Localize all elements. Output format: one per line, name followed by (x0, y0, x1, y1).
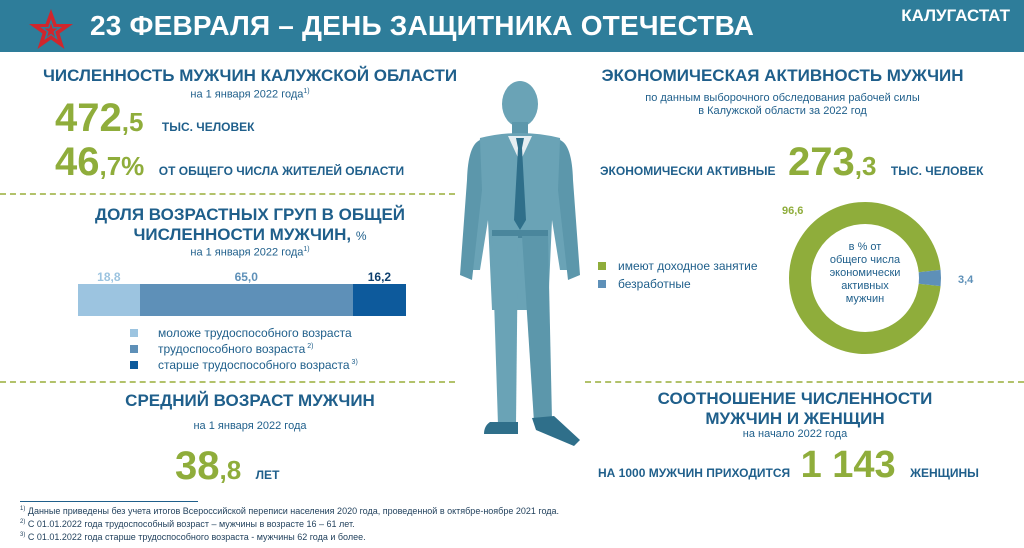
economic-active-dec: ,3 (854, 151, 877, 181)
population-share (55, 140, 404, 185)
legend-swatch-icon (130, 329, 138, 337)
age-bar-segment (353, 284, 406, 316)
age-legend-item: старше трудоспособного возраста $^{3)}$ (130, 358, 358, 374)
man-figure-icon (440, 70, 600, 455)
footnotes (20, 506, 559, 545)
brand-label: КАЛУГАСТАТ (901, 6, 1010, 25)
donut-center-text: экономически (829, 267, 901, 279)
age-bar-value: 16,2 (367, 270, 392, 284)
donut-label: 3,4 (958, 274, 974, 286)
age-legend-label: моложе трудоспособного возраста (158, 326, 352, 340)
economic-donut-chart (770, 190, 990, 365)
ratio-prefix: НА 1000 МУЖЧИН ПРИХОДИТСЯ (598, 466, 791, 480)
age-legend (130, 326, 358, 374)
population-share-int: 46 (55, 140, 100, 184)
avg-age-dec: ,8 (219, 455, 242, 485)
age-legend-label: старше трудоспособного возраста (158, 358, 350, 372)
footnote-rule (20, 501, 198, 502)
economic-legend-label: безработные (618, 277, 691, 291)
footnote: $^{2)}$ С 01.01.2022 года трудоспособный возраст – мужчины в возрасте 16 – 61 лет. (20, 519, 355, 529)
economic-legend-item (598, 259, 758, 277)
economic-legend-item (598, 277, 758, 295)
economic-active-label: ЭКОНОМИЧЕСКИ АКТИВНЫЕ (600, 164, 776, 178)
ratio-title: СООТНОШЕНИЕ ЧИСЛЕННОСТИ МУЖЧИН И ЖЕНЩИН (657, 389, 933, 428)
economic-active (600, 140, 983, 185)
age-bar-value: 65,0 (234, 270, 258, 284)
legend-swatch-icon (130, 361, 138, 369)
divider (0, 193, 455, 195)
donut-center-text: мужчин (845, 293, 885, 305)
age-bar-value: 18,8 (97, 270, 121, 284)
economic-legend (598, 259, 758, 295)
donut-center-text: в % от (848, 241, 882, 253)
legend-swatch-icon (598, 280, 606, 288)
donut-label: 96,6 (782, 205, 804, 217)
economic-title: ЭКОНОМИЧЕСКАЯ АКТИВНОСТЬ МУЖЧИН (601, 66, 964, 85)
page-title: 23 ФЕВРАЛЯ – ДЕНЬ ЗАЩИТНИКА ОТЕЧЕСТВА (90, 10, 755, 41)
age-bar-segment (78, 284, 140, 316)
population-count-int: 472 (55, 96, 122, 140)
ratio-value: 1 143 (800, 444, 896, 486)
divider (585, 381, 1024, 383)
footnote: $^{1)}$ Данные приведены без учета итогов Всероссийской переписи населения 2020 года, проведенной в октябре-ноябре 2021 года. (20, 506, 560, 516)
population-share-dec: ,7% (99, 151, 145, 181)
age-bar-values (78, 270, 406, 284)
avg-age-subtitle: на 1 января 2022 года (193, 420, 307, 432)
footnote: $^{3)}$ С 01.01.2022 года старше трудоспособного возраста - мужчины 62 года и более. (20, 532, 366, 542)
age-bar-segment (140, 284, 353, 316)
avg-age-title: СРЕДНИЙ ВОЗРАСТ МУЖЧИН (125, 391, 375, 410)
ratio-suffix: ЖЕНЩИНЫ (910, 466, 979, 480)
population-title: ЧИСЛЕННОСТЬ МУЖЧИН КАЛУЖСКОЙ ОБЛАСТИ (42, 66, 458, 85)
age-legend-label: трудоспособного возраста (158, 342, 306, 356)
age-groups-subtitle: на 1 января 2022 года$^{1)}$ (190, 246, 310, 259)
legend-swatch-icon (598, 262, 606, 270)
age-stacked-bar (78, 284, 406, 316)
avg-age-int: 38 (175, 444, 220, 488)
age-legend-item (130, 326, 358, 342)
legend-swatch-icon (130, 345, 138, 353)
ratio-subtitle: на начало 2022 года (742, 428, 848, 440)
population-count (55, 96, 255, 141)
population-count-unit: ТЫС. ЧЕЛОВЕК (161, 120, 255, 134)
ratio-line (598, 444, 979, 487)
age-legend-item: трудоспособного возраста $^{2)}$ (130, 342, 358, 358)
economic-active-unit: ТЫС. ЧЕЛОВЕК (890, 164, 984, 178)
donut-center-text: общего числа (829, 254, 901, 266)
avg-age-unit: ЛЕТ (255, 468, 280, 482)
red-star-icon (28, 8, 74, 50)
population-count-dec: ,5 (121, 107, 144, 137)
economic-subtitle-2: в Калужской области за 2022 год (698, 105, 867, 117)
economic-active-int: 273 (787, 140, 855, 184)
donut-center-text: активных (841, 280, 889, 292)
divider (0, 381, 455, 383)
economic-legend-label: имеют доходное занятие (618, 259, 758, 273)
population-subtitle: на 1 января 2022 года$^{1)}$ (190, 88, 310, 101)
economic-subtitle-1: по данным выборочного обследования рабочей силы (645, 92, 920, 104)
avg-age-value (175, 444, 279, 489)
population-share-unit: ОТ ОБЩЕГО ЧИСЛА ЖИТЕЛЕЙ ОБЛАСТИ (158, 164, 405, 178)
age-groups-title: ДОЛЯ ВОЗРАСТНЫХ ГРУП В ОБЩЕЙ ЧИСЛЕННОСТИ МУЖЧИН, % (94, 205, 406, 244)
